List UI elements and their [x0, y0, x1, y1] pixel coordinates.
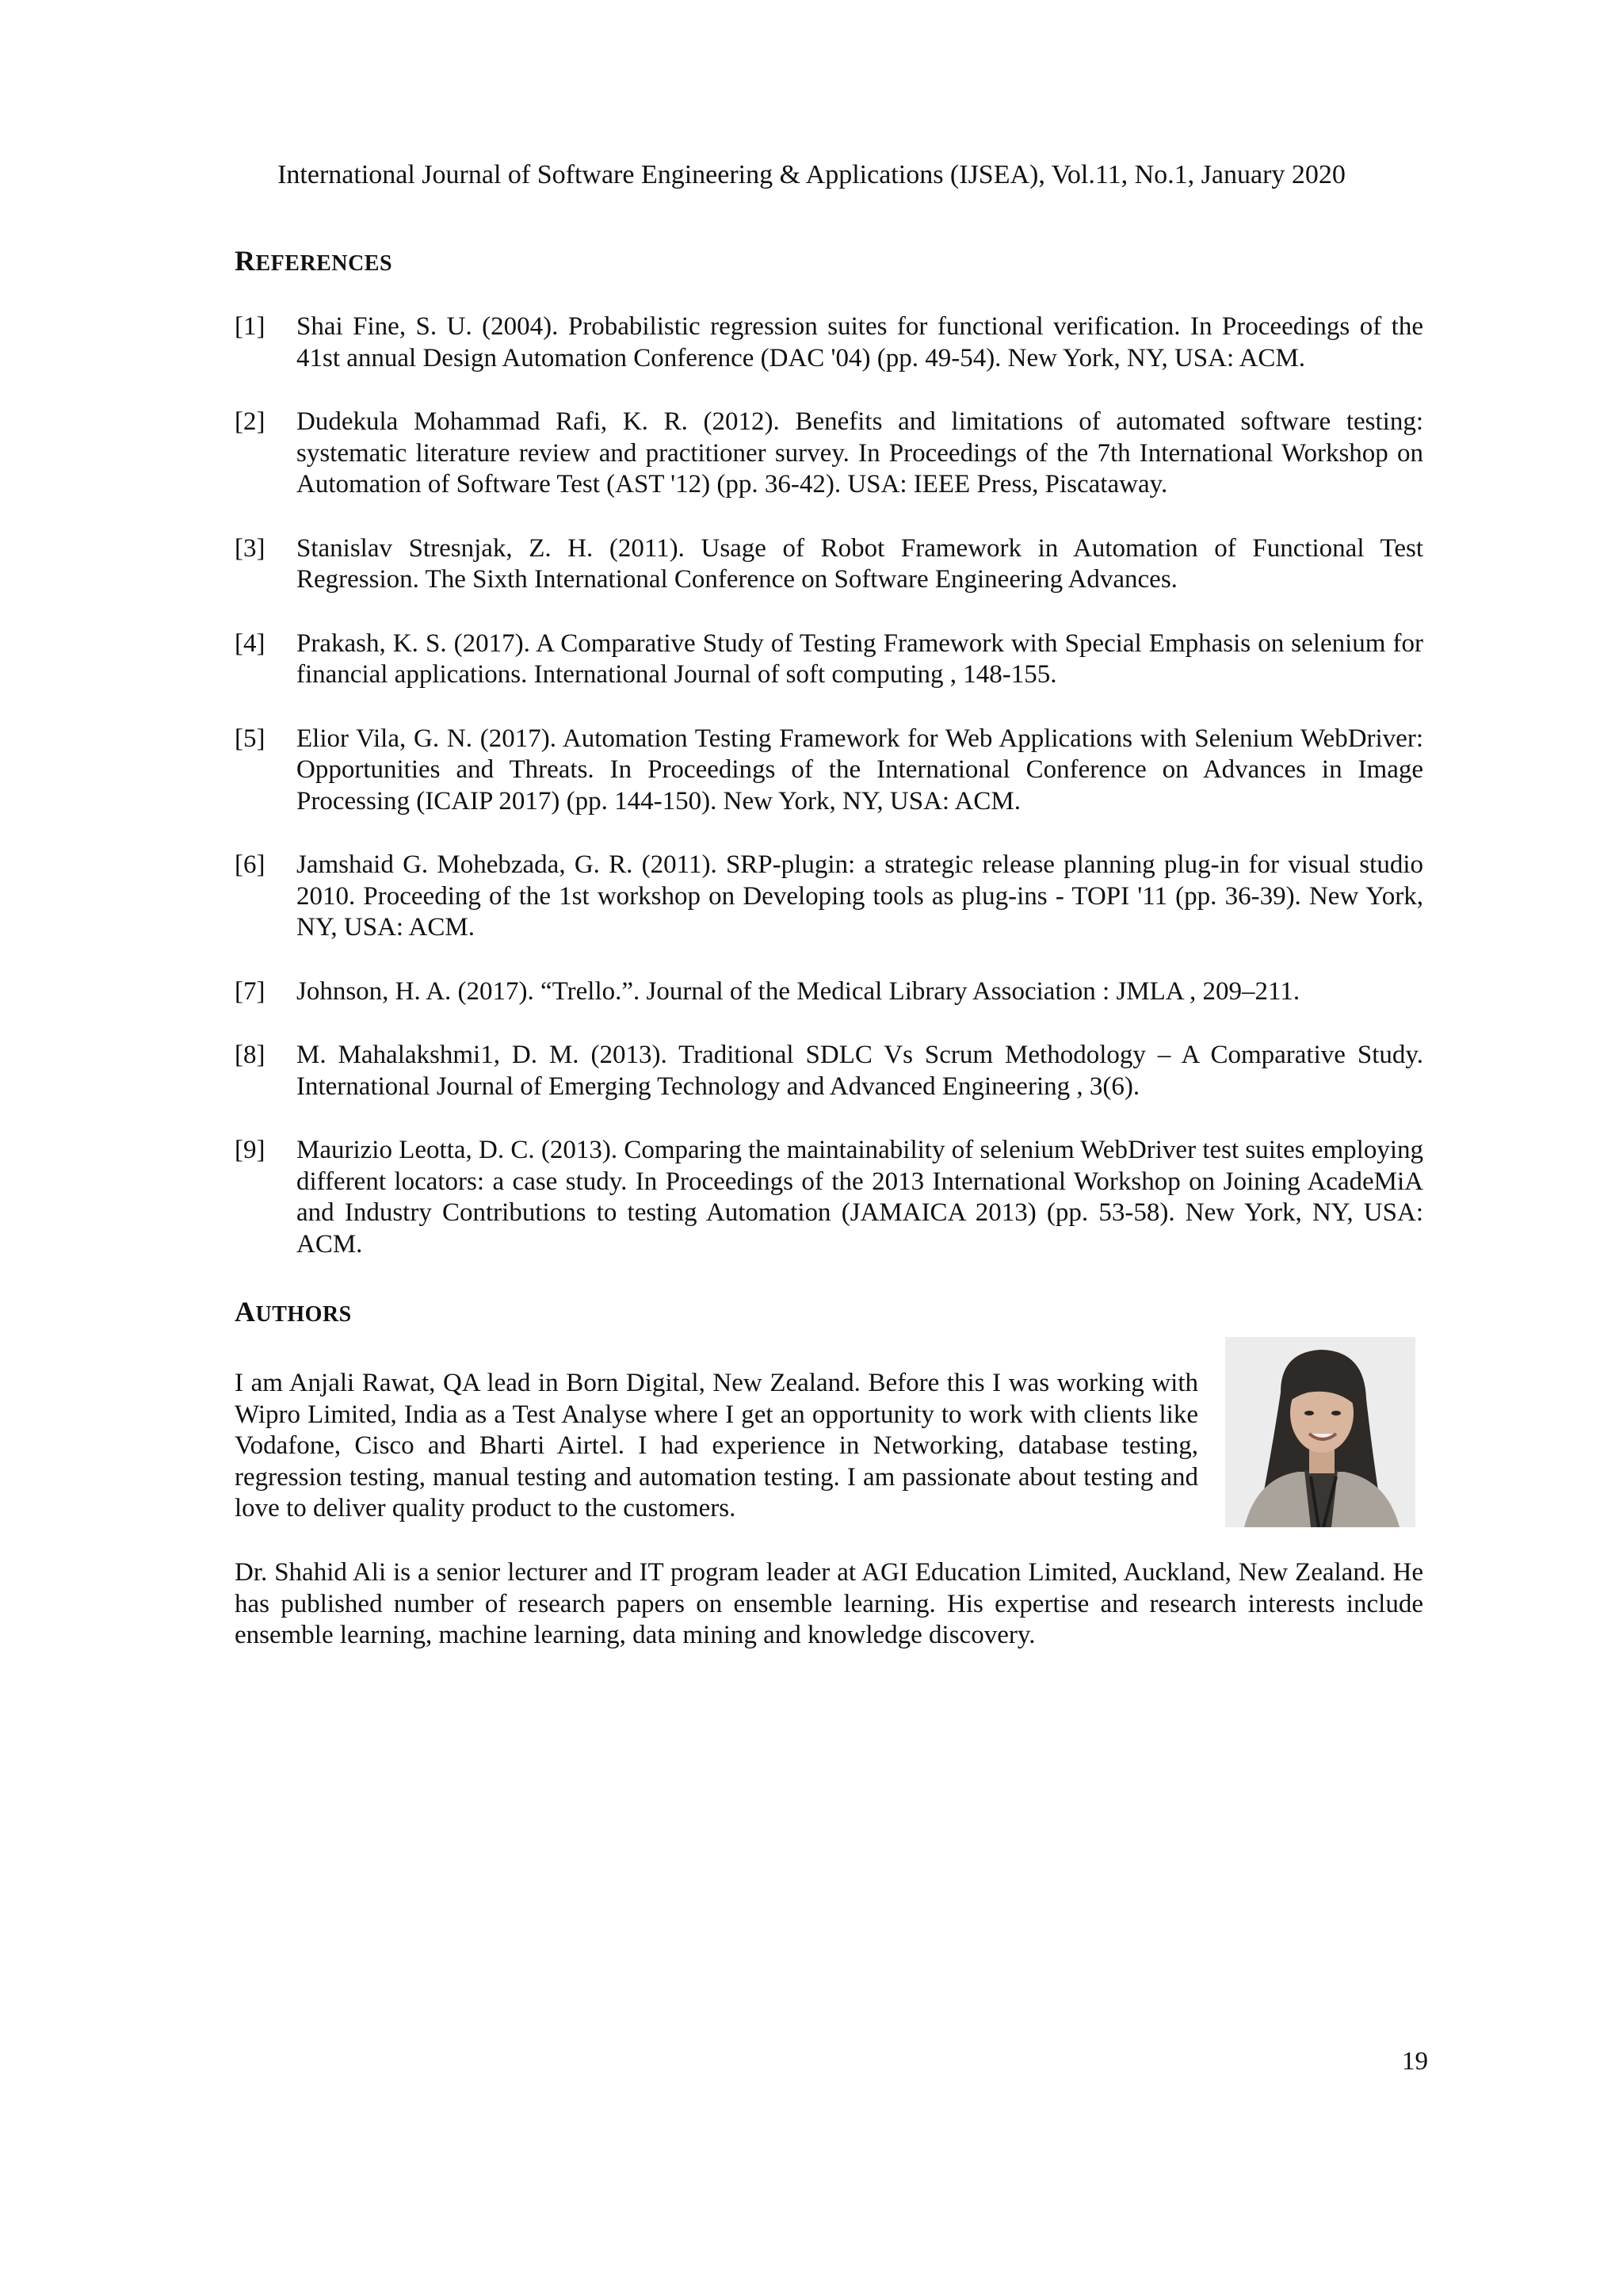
- references-heading-cap: R: [235, 245, 256, 277]
- reference-text: Jamshaid G. Mohebzada, G. R. (2011). SRP-plugin: a strategic release planning plug-in for visual studio 2010. Proceeding of the 1st workshop on Developing tools as plug-ins - TOPI '11 (pp. 36-39). New York, NY, USA: ACM.: [296, 850, 1423, 942]
- reference-number: [9]: [235, 1136, 265, 1164]
- reference-number: [8]: [235, 1041, 265, 1069]
- reference-list: [235, 311, 1423, 1293]
- author-photo: [1225, 1337, 1415, 1527]
- reference-item-1: [235, 311, 1423, 374]
- reference-number: [6]: [235, 850, 265, 879]
- reference-number: [3]: [235, 533, 265, 563]
- reference-item-4: [235, 628, 1423, 691]
- reference-item-9: [235, 1135, 1423, 1260]
- reference-item-7: [235, 976, 1423, 1008]
- journal-header: International Journal of Software Engineering & Applications (IJSEA), Vol.11, No.1, January 2020: [277, 160, 1346, 189]
- reference-item-3: [235, 533, 1423, 596]
- reference-number: [7]: [235, 976, 265, 1006]
- reference-text: Shai Fine, S. U. (2004). Probabilistic regression suites for functional verification. In Proceedings of the 41st annual Design Automation Conference (DAC '04) (pp. 49-54). New York, NY, USA: ACM.: [296, 312, 1423, 372]
- reference-text: Stanislav Stresnjak, Z. H. (2011). Usage of Robot Framework in Automation of Functional Test Regression. The Sixth International Conference on Software Engineering Advances.: [296, 533, 1423, 594]
- authors-heading-rest: UTHORS: [255, 1302, 352, 1327]
- reference-text: M. Mahalakshmi1, D. M. (2013). Traditional SDLC Vs Scrum Methodology – A Comparative Study. International Journal of Emerging Technology and Advanced Engineering , 3(6).: [296, 1041, 1423, 1101]
- reference-number: [1]: [235, 312, 265, 341]
- reference-item-8: [235, 1040, 1423, 1102]
- reference-number: [4]: [235, 628, 265, 658]
- authors-heading: [235, 1295, 352, 1328]
- reference-item-6: [235, 850, 1423, 944]
- reference-number: [2]: [235, 407, 265, 436]
- reference-item-5: [235, 724, 1423, 818]
- authors-heading-cap: A: [235, 1296, 256, 1328]
- reference-text: Maurizio Leotta, D. C. (2013). Comparing the maintainability of selenium WebDriver test suites employing different locators: a case study. In Proceedings of the 2013 International Workshop on Joining AcadeMiA and Industry Contributions to testing Automation (JAMAICA 2013) (pp. 53-58). New York, NY, USA: ACM.: [296, 1136, 1423, 1259]
- page-number: 19: [1402, 2047, 1428, 2076]
- reference-text: Prakash, K. S. (2017). A Comparative Study of Testing Framework with Special Emphasis on selenium for financial applications. International Journal of soft computing , 148-155.: [296, 628, 1423, 689]
- reference-text: Johnson, H. A. (2017). “Trello.”. Journal of the Medical Library Association : JMLA , 209–211.: [296, 976, 1300, 1006]
- author-bio-anjali-rawat: I am Anjali Rawat, QA lead in Born Digital, New Zealand. Before this I was working with Wipro Limited, India as a Test Analyse where I get an opportunity to work with clients like Vodafone, Cisco and Bharti Airtel. I had experience in Networking, database testing, regression testing, manual testing and automation testing. I am passionate about testing and love to deliver quality product to the customers.: [235, 1369, 1198, 1522]
- author-bio-shahid-ali: Dr. Shahid Ali is a senior lecturer and IT program leader at AGI Education Limited, Auckland, New Zealand. He has published number of research papers on ensemble learning. His expertise and research interests include ensemble learning, machine learning, data mining and knowledge discovery.: [235, 1558, 1423, 1649]
- reference-item-2: [235, 407, 1423, 501]
- author-portrait-image: [1225, 1337, 1415, 1527]
- references-heading: [235, 244, 392, 277]
- reference-text: Elior Vila, G. N. (2017). Automation Testing Framework for Web Applications with Selenium WebDriver: Opportunities and Threats. In Proceedings of the International Conference on Advances in Image Processing (ICAIP 2017) (pp. 144-150). New York, NY, USA: ACM.: [296, 724, 1423, 816]
- references-heading-rest: EFERENCES: [255, 251, 393, 276]
- reference-number: [5]: [235, 724, 265, 753]
- reference-text: Dudekula Mohammad Rafi, K. R. (2012). Benefits and limitations of automated software testing: systematic literature review and practitioner survey. In Proceedings of the 7th International Workshop on Automation of Software Test (AST '12) (pp. 36-42). USA: IEEE Press, Piscataway.: [296, 407, 1423, 499]
